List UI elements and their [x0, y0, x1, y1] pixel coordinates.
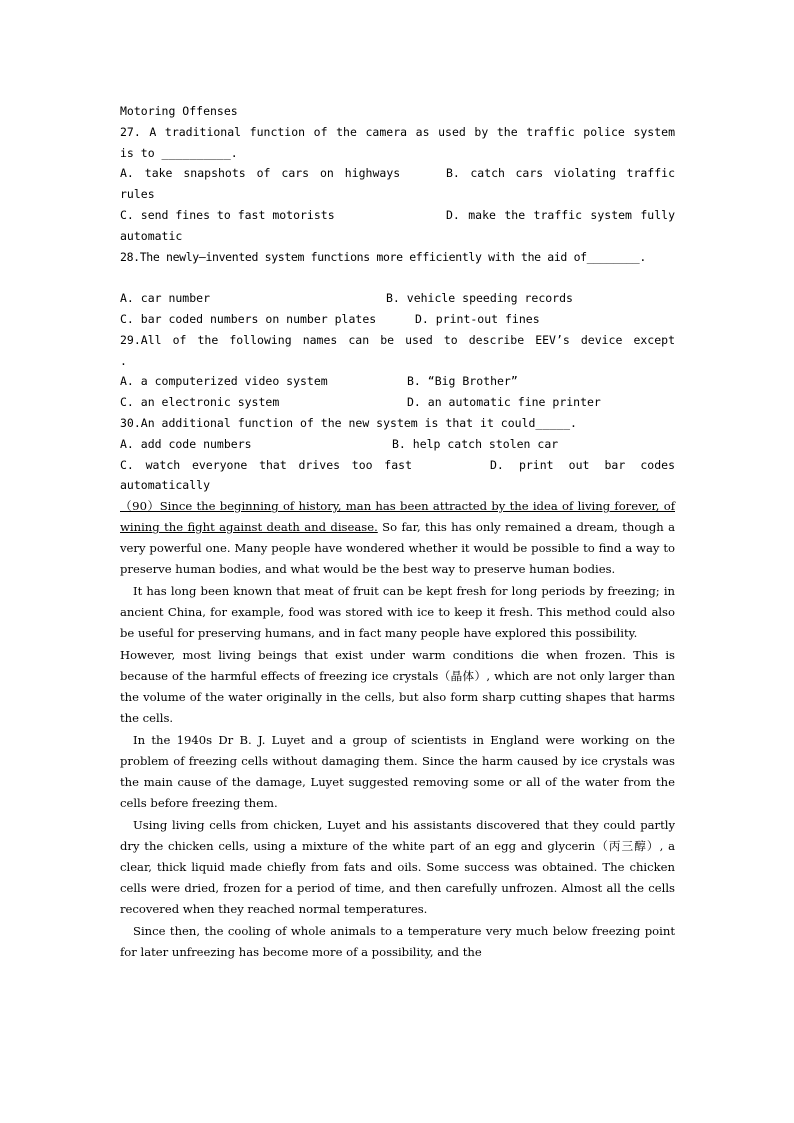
- question-27-options-cd: [120, 205, 675, 226]
- passage-paragraph-2: It has long been known that meat of fruit can be kept fresh for long periods by freezing; in ancient China, for example, food was stored with ice to keep it fresh. This method could also be useful for preserving humans, and in fact many people have explored this possibility.: [120, 584, 675, 641]
- passage-underlined-sentence: （90）Since the beginning of history, man has been attracted by the idea of living forever, of wining the fight against death and disease.: [120, 499, 675, 535]
- question-28-option-c[interactable]: C. bar coded numbers on number plates: [120, 311, 377, 326]
- question-27-option-b-cont: rules: [120, 187, 155, 202]
- question-28-option-d[interactable]: D. print-out fines: [415, 311, 540, 326]
- question-30-option-d-cont: automatically: [120, 478, 211, 493]
- question-27-stem-cont: is to __________.: [120, 145, 238, 160]
- blank-line: [120, 267, 675, 288]
- question-28-stem: 28.The newly—invented system functions more efficiently with the aid of________.: [120, 249, 646, 264]
- question-27-option-d[interactable]: D. make the traffic system fully: [446, 207, 675, 222]
- question-30-option-a[interactable]: A. add code numbers: [120, 436, 252, 451]
- passage-paragraph-1: [120, 496, 675, 580]
- question-27-option-d-cont: automatic: [120, 228, 183, 243]
- question-30-stem: 30.An additional function of the new system is that it could_____.: [120, 415, 577, 430]
- question-28-option-a[interactable]: A. car number: [120, 291, 211, 306]
- question-29-option-c[interactable]: C. an electronic system: [120, 395, 280, 410]
- passage-paragraph-4: In the 1940s Dr B. J. Luyet and a group of scientists in England were working on the problem of freezing cells without damaging them. Since the harm caused by ice crystals was the main cause of the damage, Luyet suggested removing some or all of the water from the cells before freezing them.: [120, 733, 675, 811]
- question-27-option-a[interactable]: A. take snapshots of cars on highways: [120, 166, 401, 181]
- passage-paragraph-5: Using living cells from chicken, Luyet and his assistants discovered that they could partly dry the chicken cells, using a mixture of the white part of an egg and glycerin（丙三醇）, a clear, thick liquid made chiefly from fats and oils. Some success was obtained. The chicken cells were dried, frozen for a period of time, and then carefully unfrozen. Almost all the cells recovered when they reached normal temperatures.: [120, 818, 675, 917]
- question-29-options-ab: [120, 371, 675, 392]
- question-29-options-cd: [120, 392, 675, 413]
- question-29-option-a[interactable]: A. a computerized video system: [120, 374, 328, 389]
- question-28-options-ab: [120, 288, 675, 309]
- question-27-stem: 27. A traditional function of the camera as used by the traffic police system: [120, 124, 675, 139]
- question-30-option-d[interactable]: D. print out bar codes: [490, 457, 675, 472]
- passage-paragraph-6: Since then, the cooling of whole animals to a temperature very much below freezing point for later unfreezing has become more of a possibility, and the: [120, 924, 675, 960]
- passage-paragraph-3: However, most living beings that exist under warm conditions die when frozen. This is because of the harmful effects of freezing ice crystals（晶体）, which are not only larger than the volume of the water originally in the cells, but also form sharp cutting shapes that harms the cells.: [120, 648, 675, 726]
- question-30-option-c[interactable]: C. watch everyone that drives too fast: [120, 457, 412, 472]
- question-29-option-b[interactable]: B. “Big Brother”: [407, 374, 518, 389]
- question-29-stem-cont: .: [120, 353, 127, 368]
- question-30-option-b[interactable]: B. help catch stolen car: [392, 436, 559, 451]
- question-30-options-cd: [120, 455, 675, 476]
- section-title: Motoring Offenses: [120, 104, 238, 118]
- question-28-option-b[interactable]: B. vehicle speeding records: [386, 291, 573, 306]
- passage-paragraph-1-rest: So far, this has only remained a dream, though a very powerful one. Many people have wondered whether it would be possible to find a way to preserve human bodies, and what would be the best way to preserve human bodies.: [120, 520, 675, 577]
- question-29-option-d[interactable]: D. an automatic fine printer: [407, 395, 601, 410]
- question-27-option-b[interactable]: B. catch cars violating traffic: [446, 166, 675, 181]
- question-29-stem: 29.All of the following names can be used to describe EEV’s device except: [120, 332, 675, 347]
- question-27-option-c[interactable]: C. send fines to fast motorists: [120, 207, 335, 222]
- document-page: [120, 101, 675, 963]
- question-30-options-ab: [120, 434, 675, 455]
- question-27-options-ab: [120, 163, 675, 184]
- question-28-options-cd: [120, 309, 675, 330]
